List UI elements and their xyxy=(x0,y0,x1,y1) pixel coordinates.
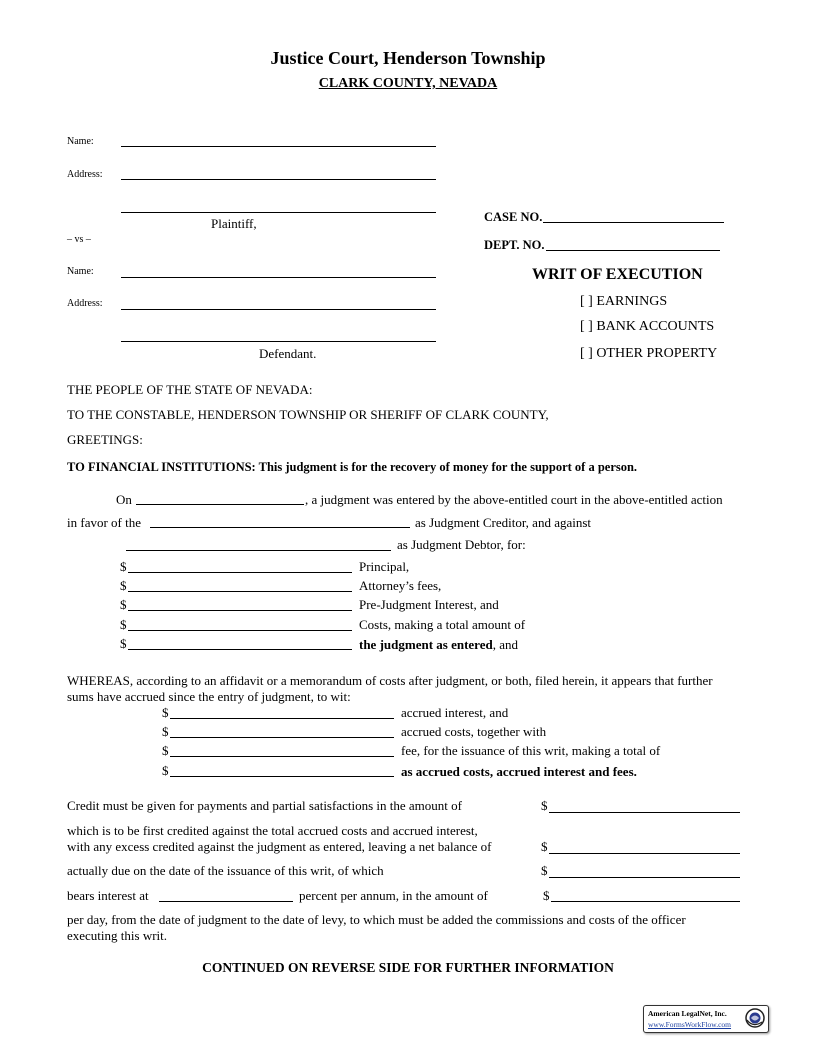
dept-no-label: DEPT. NO. xyxy=(484,238,545,252)
dollar-sign: $ xyxy=(120,559,127,574)
defendant-name-field[interactable] xyxy=(121,277,436,278)
writ-title: WRIT OF EXECUTION xyxy=(532,266,703,283)
plaintiff-name-label: Name: xyxy=(67,136,94,147)
accrued-interest-amount-field[interactable] xyxy=(170,718,394,719)
accrued-interest-label: accrued interest, and xyxy=(401,705,509,720)
plaintiff-name-field[interactable] xyxy=(121,146,436,147)
case-no-field[interactable] xyxy=(543,222,724,223)
continued-notice: CONTINUED ON REVERSE SIDE FOR FURTHER INFORMATION xyxy=(202,960,614,975)
case-no-label: CASE NO. xyxy=(484,210,543,224)
and-text: , and xyxy=(492,637,519,652)
people-line: THE PEOPLE OF THE STATE OF NEVADA: xyxy=(67,382,313,397)
plaintiff-address-label: Address: xyxy=(67,169,103,180)
dollar-sign: $ xyxy=(162,705,169,720)
court-title: Justice Court, Henderson Township xyxy=(270,48,546,68)
dollar-sign: $ xyxy=(120,597,127,612)
judgment-as-entered-text: the judgment as entered xyxy=(359,637,493,652)
judgment-creditor-field[interactable] xyxy=(150,527,410,528)
principal-amount-field[interactable] xyxy=(128,572,352,573)
per-day-line: per day, from the date of judgment to the date of levy, to which must be added the commissions and costs of the officer xyxy=(67,912,686,927)
percent-label: percent per annum, in the amount of xyxy=(299,888,488,903)
vs-label: – vs – xyxy=(67,234,91,245)
net-balance-field[interactable] xyxy=(549,853,740,854)
bank-accounts-checkbox[interactable]: [ ] BANK ACCOUNTS xyxy=(580,319,715,334)
credit-line-4: actually due on the date of the issuance of this writ, of which xyxy=(67,863,384,878)
greetings-line: GREETINGS: xyxy=(67,432,143,447)
defendant-address-field[interactable] xyxy=(121,309,436,310)
in-favor-label: in favor of the xyxy=(67,515,142,530)
dollar-sign: $ xyxy=(162,724,169,739)
bears-interest-label: bears interest at xyxy=(67,888,149,903)
earnings-checkbox[interactable]: [ ] EARNINGS xyxy=(580,294,668,309)
judgment-debtor-field[interactable] xyxy=(126,550,391,551)
other-property-checkbox[interactable]: [ ] OTHER PROPERTY xyxy=(580,346,718,361)
dollar-sign: $ xyxy=(541,839,548,854)
prejudgment-interest-label: Pre-Judgment Interest, and xyxy=(359,597,499,612)
attorney-fees-label: Attorney’s fees, xyxy=(359,578,442,593)
accrued-total-label: as accrued costs, accrued interest and fees. xyxy=(401,764,637,779)
dollar-sign: $ xyxy=(541,863,548,878)
as-creditor-text: as Judgment Creditor, and against xyxy=(415,515,592,530)
plaintiff-address-field[interactable] xyxy=(121,179,436,180)
on-label: On xyxy=(116,492,132,507)
dollar-sign: $ xyxy=(162,763,169,778)
defendant-address-label: Address: xyxy=(67,298,103,309)
accrued-costs-label: accrued costs, together with xyxy=(401,724,547,739)
judgment-total-label xyxy=(359,637,518,653)
dollar-sign: $ xyxy=(543,888,550,903)
credit-line-2: which is to be first credited against the total accrued costs and accrued interest, xyxy=(67,823,478,838)
dollar-sign: $ xyxy=(120,578,127,593)
dollar-sign: $ xyxy=(120,617,127,632)
globe-logo-icon xyxy=(745,1008,765,1028)
accrued-costs-amount-field[interactable] xyxy=(170,737,394,738)
county-title: CLARK COUNTY, NEVADA xyxy=(318,76,498,91)
as-debtor-text: as Judgment Debtor, for: xyxy=(397,537,526,552)
constable-line: TO THE CONSTABLE, HENDERSON TOWNSHIP OR SHERIFF OF CLARK COUNTY, xyxy=(67,407,549,422)
writ-fee-label: fee, for the issuance of this writ, making a total of xyxy=(401,743,661,758)
principal-label: Principal, xyxy=(359,559,410,574)
whereas-line-1: WHEREAS, according to an affidavit or a memorandum of costs after judgment, or both, filed herein, it appears that further xyxy=(67,673,713,688)
plaintiff-address-field-2[interactable] xyxy=(121,212,436,213)
financial-institutions-line: TO FINANCIAL INSTITUTIONS: This judgment is for the recovery of money for the support of a person. xyxy=(67,460,638,474)
credit-amount-field[interactable] xyxy=(549,812,740,813)
judgment-date-field[interactable] xyxy=(136,504,304,505)
prejudgment-interest-amount-field[interactable] xyxy=(128,610,352,611)
defendant-name-label: Name: xyxy=(67,266,94,277)
per-day-amount-field[interactable] xyxy=(551,901,740,902)
plaintiff-label: Plaintiff, xyxy=(211,216,257,231)
accrued-total-amount-field[interactable] xyxy=(170,776,394,777)
publisher-name: American LegalNet, Inc. xyxy=(648,1009,727,1018)
dept-no-field[interactable] xyxy=(546,250,720,251)
dollar-sign: $ xyxy=(120,636,127,651)
costs-label: Costs, making a total amount of xyxy=(359,617,526,632)
whereas-line-2: sums have accrued since the entry of judgment, to wit: xyxy=(67,689,351,704)
executing-line: executing this writ. xyxy=(67,928,168,943)
judgment-entered-text: , a judgment was entered by the above-entitled court in the above-entitled action xyxy=(305,492,723,507)
interest-bearing-amount-field[interactable] xyxy=(549,877,740,878)
judgment-total-amount-field[interactable] xyxy=(128,649,352,650)
costs-amount-field[interactable] xyxy=(128,630,352,631)
defendant-label: Defendant. xyxy=(259,346,317,361)
defendant-address-field-2[interactable] xyxy=(121,341,436,342)
interest-rate-field[interactable] xyxy=(159,901,293,902)
writ-fee-amount-field[interactable] xyxy=(170,756,394,757)
attorney-fees-amount-field[interactable] xyxy=(128,591,352,592)
credit-line-1: Credit must be given for payments and partial satisfactions in the amount of xyxy=(67,798,462,813)
dollar-sign: $ xyxy=(541,798,548,813)
dollar-sign: $ xyxy=(162,743,169,758)
credit-line-3: with any excess credited against the judgment as entered, leaving a net balance of xyxy=(67,839,492,854)
publisher-badge xyxy=(643,1005,769,1033)
publisher-link[interactable]: www.FormsWorkFlow.com xyxy=(648,1020,732,1029)
